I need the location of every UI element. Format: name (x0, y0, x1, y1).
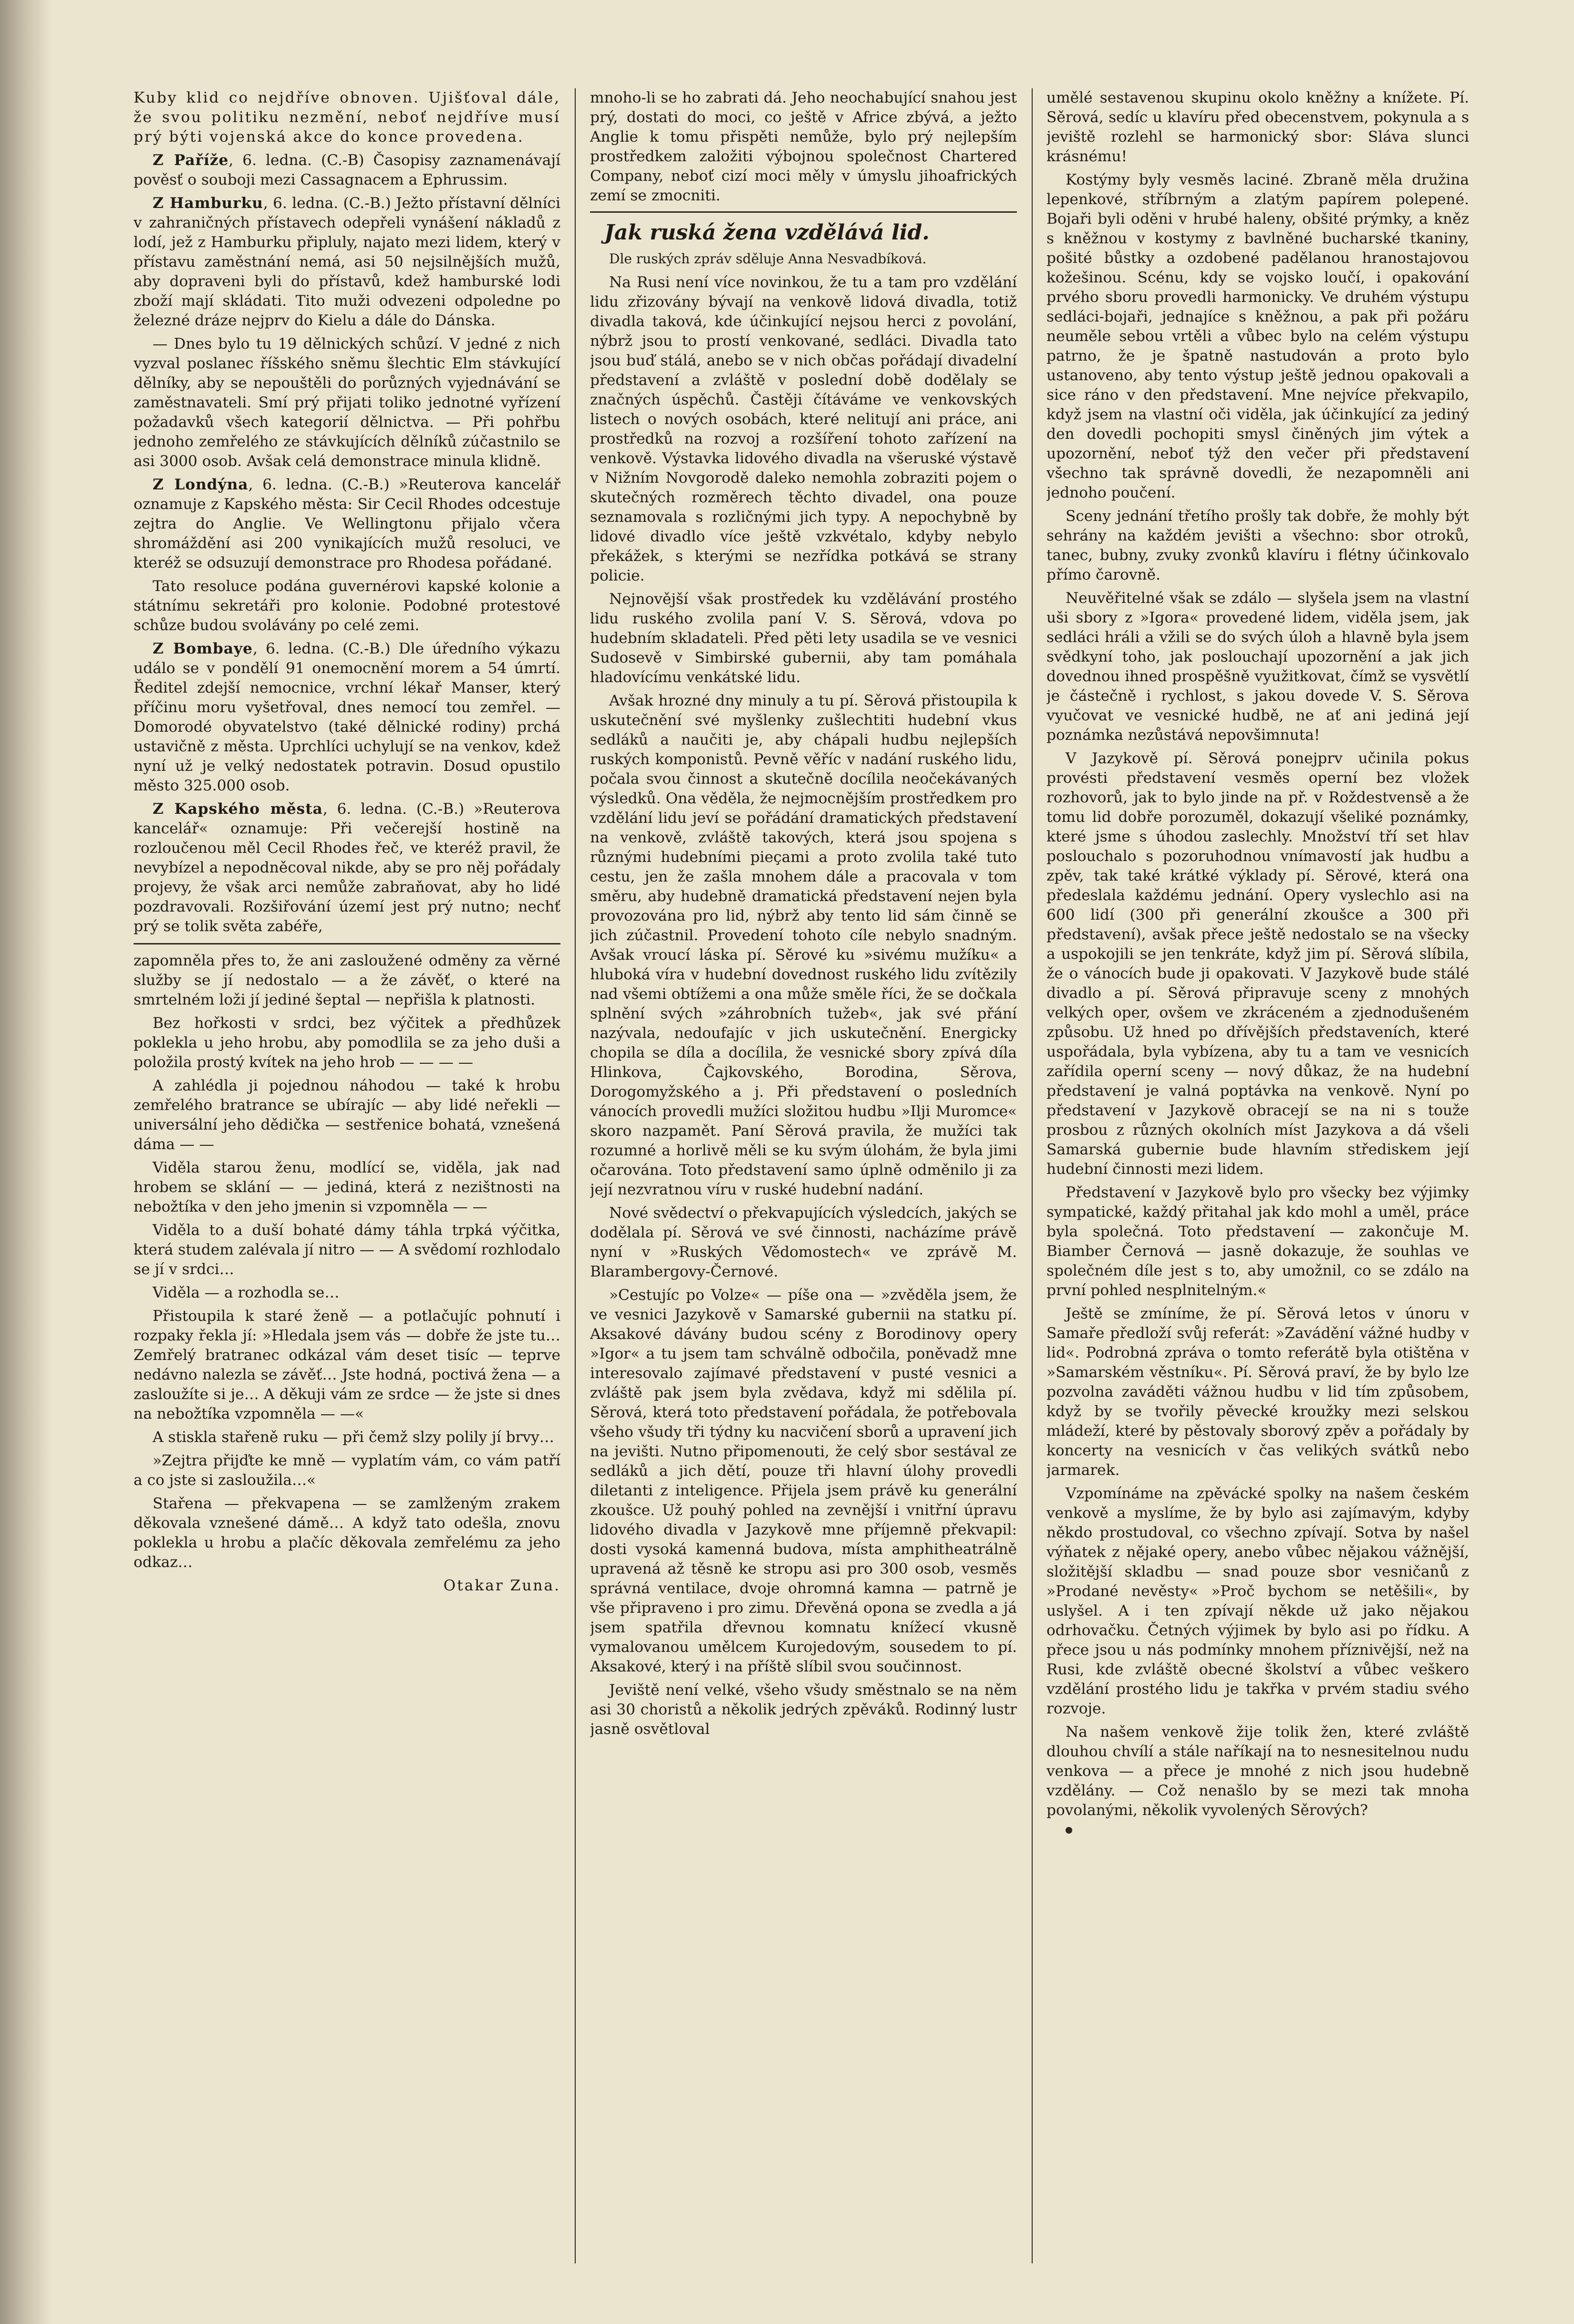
story-paragraph: Viděla — a rozhodla se… (153, 1284, 340, 1301)
article-paragraph: Avšak hrozné dny minuly a tu pí. Sěrová přistoupila k uskutečnění své myšlenky zušlechtiti hudební vkus sedláků a naučiti je, aby chápali hudbu nejlepších ruských komponistů. Pevně věříc v nadání ruského lidu, počala svou činnost a skutečně docílila neočekávaných výsledků. Ona věděla, že nejmocnějším prostředkem pro vzdělání lidu jeví se pořádání dramatických představení na venkově, zvláště takových, která jsou spojena s různými hudebními pieçami a proto zvolila také tuto cestu, jen že zašla mnohem dále a pracovala v tom směru, aby hudebně dramatická představení nejen byla provozována pro lid, nýbrž aby tento lid sám činně se jich zúčastnil. Provedení tohoto cíle nebylo snadným. Avšak vroucí láska pí. Sěrové ku »sivému mužíku« a hluboká víra v hudební dovednost ruského lidu zvítězily nad všemi obtížemi a ona může směle říci, že se dočkala splnění svých »záhrobních tužeb«, jak své přání nazývala, nedoufajíc v jich uskutečnění. Energicky chopila se díla a docílila, že vesnické sbory zpívá díla Hlinkova, Čajkovského, Borodina, Sěrova, Dorogomyžského a j. Při představení o posledních vánocích provedli mužíci složitou hudbu »Ilji Muromce« skoro nazpamět. Paní Sěrová pravila, že mužíci tak rozumné a horlivě měli se ku svým úlohám, že byla jimi očarována. Toto představení samo úplně odměnilo ji za její nezvratnou víru v ruské hudební nadání. (590, 692, 1017, 1198)
newspaper-page (134, 88, 1469, 2268)
story-paragraph: Stařena — překvapena — se zamlženým zrakem děkovala vznešené dámě… A když tato odešla, znovu poklekla u hrobu a plačíc děkovala zemřelému za jeho odkaz… (134, 1495, 560, 1571)
article-paragraph: Vzpomínáme na zpěvácké spolky na našem českém venkově a myslíme, že by bylo asi zajímavým, kdyby někdo prostudoval, co všechno zpívají. Sotva by našel výňatek z nějaké opery, anebo vůbec nějakou vážnější, složitější skladbu — snad pouze sbor vesničanů z »Prodané nevěsty« »Proč bychom se netěšili«, by uslyšel. A i ten zpívají někde už jako nějakou odrhovačku. Četných výjimek by bylo asi po řídku. A přece jsou u nás podmínky mnohem příznivější, než na Rusi, kde zvláště obecné školství a vůbec veškero vzdělání prostého lidu je takřka v prvém stadiu svého rozvoje. (1046, 1485, 1469, 1717)
news-item: Z Londýna, 6. ledna. (C.-B.) »Reuterova kancelář oznamuje z Kapského města: Sir Cecil Rhodes odcestuje zejtra do Anglie. Ve Wellingtonu přijalo včera shromáždění asi 200 vynikajících mužů resoluci, ve kteréž se odsuzují demonstrace pro Rhodesa pořádané. (134, 476, 560, 571)
section-divider (590, 211, 1017, 213)
story-paragraph: zapomněla přes to, že ani zasloužené odměny za věrné služby se jí nedostalo — a že závěť, o které na smrtelném loži jí jediné šeptal — nepřišla k platnosti. (134, 952, 560, 1008)
article-paragraph: umělé sestavenou skupinu okolo kněžny a knížete. Pí. Sěrová, sedíc u klavíru před obecenstvem, pokynula a s jeviště rozlehl se harmonický sbor: Sláva slunci krásnému! (1046, 89, 1469, 165)
article-paragraph: Nové svědectví o překvapujících výsledcích, jakých se dodělala pí. Sěrová ve své činnosti, nacházíme právě nyní v »Ruských Vědomostech« ve zprávě M. Blarambergovy-Černové. (590, 1204, 1017, 1280)
article-paragraph: Na našem venkově žije tolik žen, které zvláště dlouhou chvílí a stále naříkají na to nesnesitelnou nudu venkova — a přece je mnohé z nich jsou hudebně vzdělány. — Což nenašlo by se mezi tak mnoha povolanými, několik vyvolených Sěrových? (1046, 1723, 1469, 1819)
article-paragraph: Neuvěřitelné však se zdálo — slyšela jsem na vlastní uši sbory z »Igora« provedené lidem, viděla jsem, jak sedláci hráli a vžili se do svých úloh a hlavně byla jsem svědkyní toho, jak poslouchají upozornění a jak jich dovednou ihned prospěšně využitkovat, čímž se vysvětlí je částečně i rychlost, s jakou dovede V. S. Sěrova vyučovat ve vesnické hudbě, ne ať ani jediná její poznámka nezůstává nepovšimnuta! (1046, 590, 1469, 744)
story-paragraph: A stiskla stařeně ruku — při čemž slzy polily jí brvy… (153, 1429, 554, 1446)
story-paragraph: Viděla to a duší bohaté dámy táhla trpká výčitka, která studem zalévala jí nitro — — A svědomí rozhlodalo se jí v srdci… (134, 1222, 560, 1278)
news-item: Tato resoluce podána guvernérovi kapské kolonie a státnímu sekretáři pro kolonie. Podobné protestové schůze budou svolávány po celé zemi. (134, 578, 560, 634)
article-paragraph: Na Rusi není více novinkou, že tu a tam pro vzdělání lidu zřizovány bývají na venkově lidová divadla, totiž divadla taková, kde účinkující nejsou herci z povolání, nýbrž jsou to prostí venkované, sedláci. Divadla tato jsou buď stálá, anebo se v nich občas pořádají divadelní představení a zvláště v poslední době dodělaly se značných úspěchů. Častěji čítáváme ve venkovských listech o nových osobách, které nelitují ani práce, ani prostředků na rozvoj a rozšíření tohoto zařízení na venkově. Výstavka lidového divadla na všeruské výstavě v Nižním Novgorodě daleko nemohla zobraziti pojem o skutečných rozměrech těchto divadel, ona pouze seznamovala s rozličnými jich typy. A nepochybně by lidové divadlo více ještě vzkvétalo, kdyby nebylo překážek, s kterými se nezřídka potkává se strany policie. (590, 274, 1017, 584)
news-item: — Dnes bylo tu 19 dělnických schůzí. V jedné z nich vyzval poslanec říšského sněmu šlechtic Elm stávkující dělníky, aby se nepouštěli do porůzných vyjednávání se zaměstnavateli. Smí prý přijati toliko jednotné vyřízení požadavků všech kategorií dělnictva. — Při pohřbu jednoho zemřelého ze stávkujících dělníků zúčastnilo se asi 3000 osob. Avšak celá demonstrace minula klidně. (134, 335, 560, 470)
news-item: Z Hamburku, 6. ledna. (C.-B.) Ježto přístavní dělníci v zahraničných přístavech odepřeli vynášení nákladů z lodí, jež z Hamburku připluly, najato mezi lidem, který v přístavu zaměstnání nemá, asi 50 nejsilnějších mužů, aby dopraveni byli do přístavů, kdež hamburské lodi zboží mají skládati. Tito muži odvezeni odpoledne po železné dráze nejprv do Kielu a dále do Dánska. (134, 195, 560, 329)
story-paragraph: Viděla starou ženu, modlící se, viděla, jak nad hrobem se sklání — — jediná, která z nezištnosti na nebožtíka v den jeho jmenin si vzpomněla — — (134, 1159, 560, 1215)
article-paragraph: Ještě se zmíníme, že pí. Sěrová letos v únoru v Samaře předloží svůj referát: »Zavádění vážné hudby v lid«. Podrobná zpráva o tomto referátě byla otištěna v »Samarském věstníku«. Pí. Sěrová praví, že by bylo lze pozvolna zaváděti vážnou hudbu v lid tím způsobem, když by se tvořily pěvecké kroužky mezi selskou mládeží, které by pěstovaly sborový zpěv a pořádaly by koncerty na vesnicích v čas velikých svátků nebo jarmarek. (1046, 1305, 1469, 1479)
article-paragraph: »Cestujíc po Volze« — píše ona — »zvěděla jsem, že ve vesnici Jazykově v Samarské gubernii na statku pí. Aksakové dávány budou scény z Borodinovy opery »Igor« a tu jsem tam schválně odbočila, poněvadž mne interesovalo zajímavé představení v pusté vesnici a zvláště pak jsem byla zvědava, když mi sdělila pí. Sěrová, která toto představení pořádala, že potřebovala všeho všudy tři týdny ku nacvičení sborů a upravení jich na jevišti. Nutno připomenouti, že celý sbor sestával ze sedláků a jich dětí, pouze tři hlavní úlohy provedli diletanti z inteligence. Přijela jsem právě ku generální zkoušce. Už pouhý pohled na zevnější i vnitřní úpravu lidového divadla v Jazykově mne příjemně překvapil: dosti vysoká kamenná budova, místa amphitheatrálně upravená až těsně ke stropu asi pro 300 osob, vesměs správná ventilace, dvoje ohromná kamna — patrně je vše připraveno i pro zimu. Dřevěná opona se zvedla a já jsem spatřila dřevnou komnatu knížecí vkusně vymalovanou umělcem Kurojedovým, sousedem to pí. Aksakové, který i na příště slíbil svou součinnost. (590, 1286, 1017, 1675)
dateline: Z Hamburku (153, 195, 263, 212)
column-article (590, 88, 1017, 2268)
article-lead: Dle ruských zpráv sděluje Anna Nesvadbíková. (609, 251, 927, 267)
story-paragraph: A zahlédla ji pojednou náhodou — také k hrobu zemřelého bratrance se ubírajíc — aby lidé neřekli — universální jeho dědička — sestřenice bohatá, vznešená dáma — — (134, 1077, 560, 1153)
article-paragraph: Nejnovější však prostředek ku vzdělávání prostého lidu ruského zvolila paní V. S. Sěrová, vdova po hudebním skladateli. Před pěti lety usadila se ve vesnici Sudosevě v Simbirské gubernii, aby tam pomáhala hladovícímu venkátské lidu. (590, 591, 1017, 686)
dateline: Z Bombaye (153, 640, 253, 657)
column-rule (1032, 88, 1033, 2263)
article-paragraph: V Jazykově pí. Sěrová ponejprv učinila pokus provésti představení vesměs operní bez vložek rozhovorů, jak to bylo jinde na př. v Roždestvensě a že tomu lid dobře porozuměl, dokazují všeliké poznámky, které jsme s úhodou zaslechly. Množství tří set hlav poslouchalo s pozoruhodnou vnímavostí jak hudbu a zpěv, tak také krátké výklady pí. Sěrové, která ona předeslala každému jednání. Opery vyslechlo asi na 600 lidí (300 při generální zkoušce a 300 při představení), avšak přece ještě nedostalo se na všecky a uspokojili se jen tenkráte, když jim pí. Sěrová slíbila, že o vánocích bude ji opakovati. V Jazykově bude stálé divadlo a pí. Sěrová připravuje sceny z mnohých velkých oper, ovšem ve zkráceném a zjednodušeném způsobu. Už hned po dřívějších představeních, které uspořádala, byla vybízena, aby tu a tam ve vesnicích zařídila operní sceny — nový důkaz, že na hudební představení je valná poptávka na venkově. Nyní po představení v Jazykově obracejí se na ni s touže prosbou z různých okolních míst Jazykova a dá všeli Samarská gubernie bude hlavním střediskem její hudební činnosti mezi lidem. (1046, 750, 1469, 1178)
dateline: Z Londýna (153, 476, 249, 493)
story-signature: Otakar Zuna. (443, 1577, 560, 1594)
column-news (134, 88, 560, 2268)
story-paragraph: »Zejtra přijďte ke mně — vyplatím vám, co vám patří a co jste si zasloužila…« (134, 1452, 560, 1489)
paper-edge-shadow (0, 0, 52, 2324)
news-item: Z Bombaye, 6. ledna. (C.-B.) Dle úředního výkazu událo se v pondělí 91 onemocnění morem a 54 úmrtí. Ředitel zdejší nemocnice, vrchní lékař Manser, který příčinu moru vyšetřoval, dnes nemocí tou zemřel. — Domorodé obyvatelstvo (také dělnické rodiny) prchá ustavičně z města. Uprchlíci uchylují se na venkov, kdež nyní už je velký nedostatek potravin. Dosud opustilo město 325.000 osob. (134, 640, 560, 794)
column-rule (575, 88, 576, 2263)
end-mark (1066, 1827, 1072, 1834)
news-item: Z Paříže, 6. ledna. (C.-B) Časopisy zaznamenávají pověsť o souboji mezi Cassagnacem a Ephrussim. (134, 152, 560, 188)
dateline: Z Kapského města (153, 800, 323, 818)
dateline: Z Paříže (153, 152, 229, 169)
news-item: Kuby klid co nejdříve obnoven. Ujišťoval dále, že svou politiku nezmění, neboť nejdříve musí prý býti vojenská akce do konce provedena. (134, 89, 560, 145)
article-paragraph: Kostýmy byly vesměs laciné. Zbraně měla družina lepenkové, stříbrným a zlatým papírem polepené. Bojaři byli oděni v hrubé haleny, obšité prýmky, a kněz s kněžnou v kostymy z bavlněné bucharské tkaniny, pošité bůstky a ozdobené padělanou hranostajovou kožešinou. Scénu, kdy se vojsko loučí, i opakování prvého sboru provedli harmonicky. Ve druhém výstupu sedláci-bojaři, jednajíce s kněžnou, a pak při požáru neuměle sebou vrtěli a vůbec bylo na celém výstupu patrno, že je špatně nastudován a proto bylo ustanoveno, aby tento výstup ještě jednou opakovali a sice ráno v den představení. Mne nejvíce překvapilo, když jsem na vlastní oči viděla, jak účinkující za jediný den dovedli pochopiti smysl činěných jim výtek a upozornění, neboť týž den večer při představení všechno tak správně dovedli, že nezapomněli ani jednoho poučení. (1046, 171, 1469, 501)
article-paragraph: Sceny jednání třetího prošly tak dobře, že mohly být sehrány na každém jevišti a všechno: sbor otroků, tanec, bubny, zvuky zvonků klavíru i flétny účinkovalo přímo čarovně. (1046, 508, 1469, 583)
story-paragraph: Přistoupila k staré ženě — a potlačujíc pohnutí i rozpaky řekla jí: »Hledala jsem vás — dobře že jste tu… Zemřelý bratranec odkázal vám deset tisíc — teprve nedávno nalezla se závěť… Jste hodná, poctivá žena — a zasloužíte si je… A děkuji vám ze srdce — že jste si dnes na nebožtíka vzpomněla — —« (134, 1307, 560, 1422)
article-title: Jak ruská žena vzdělává lid. (604, 220, 930, 245)
article-paragraph: Představení v Jazykově bylo pro všecky bez výjimky sympatické, každý přitahal jak kdo mohl a uměl, práce byla společná. Toto představení — zakončuje M. Biamber Černová — jasně dokazuje, že souhlas ve společném díle jest s to, aby umožnil, co se zdálo na první pohled nesplnitelným.« (1046, 1184, 1469, 1299)
story-paragraph: Bez hořkosti v srdci, bez výčitek a předhůzek poklekla u jeho hrobu, aby pomodlila se za jeho duši a položila prostý kvítek na jeho hrob — — — — (134, 1015, 560, 1071)
news-item-continued: mnoho-li se ho zabrati dá. Jeho neochabující snahou jest prý, dostati do moci, co ještě v Africe zbývá, a ježto Anglie k tomu přispěti nemůže, bylo prý nejlepším prostředkem založiti výbojnou společnost Chartered Company, neboť cizí moci měly v úmyslu jihoafrických zemí se zmocniti. (590, 89, 1017, 204)
column-article-continued (1046, 88, 1469, 2268)
section-divider (134, 943, 560, 944)
news-item: Z Kapského města, 6. ledna. (C.-B.) »Reuterova kancelář« oznamuje: Při večerejší hostině na rozloučenou měl Cecil Rhodes řeč, ve kteréž pravil, že nevybízel a nepodněcoval nikde, aby se pro něj pořádaly projevy, že však arci nemůže zabraňovat, aby ho lidé pozdravovali. Rozšiřování území jest prý nutno; nechť prý se tolik světa zabéře, (134, 800, 560, 935)
article-paragraph: Jeviště není velké, všeho všudy směstnalo se na něm asi 30 choristů a několik jedrých zpěváků. Rodinný lustr jasně osvětloval (590, 1681, 1017, 1738)
